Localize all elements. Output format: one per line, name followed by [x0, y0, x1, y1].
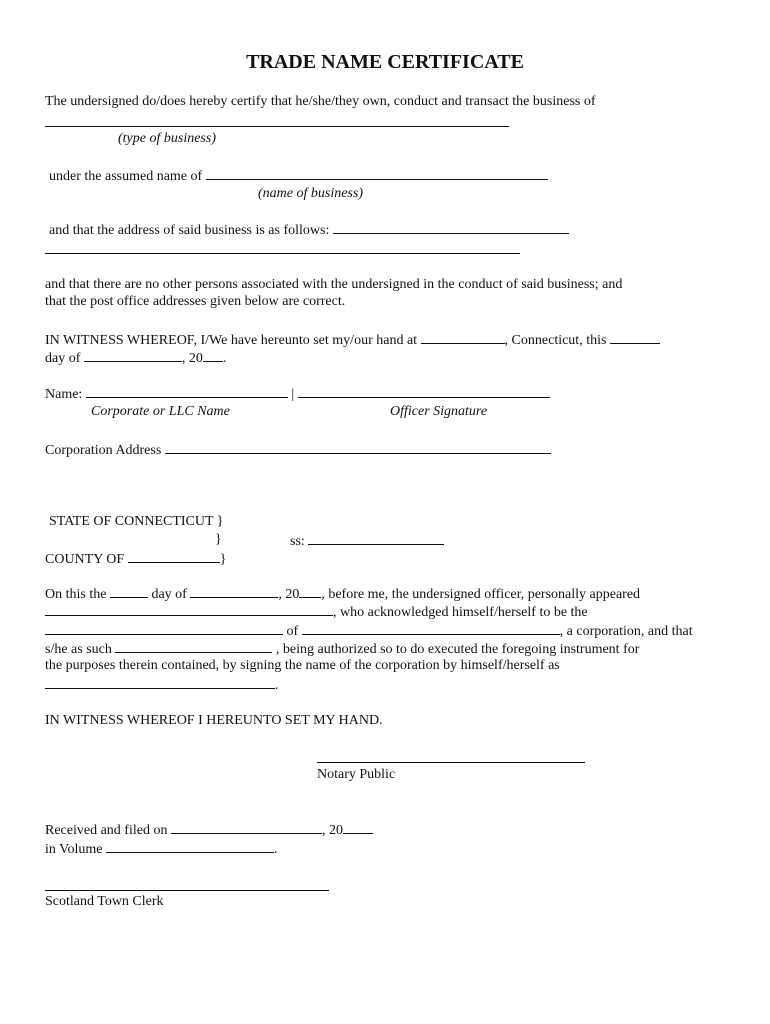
received-date-field[interactable] — [171, 820, 322, 834]
ack-line2 — [45, 602, 588, 621]
ack-corporation-field[interactable] — [302, 621, 560, 635]
corporate-name-field[interactable] — [86, 384, 288, 398]
corp-address-row — [45, 440, 551, 459]
type-of-business-field[interactable] — [45, 126, 509, 127]
certify-statement: The undersigned do/does hereby certify that he/she/they own, conduct and transact the business of — [45, 94, 596, 109]
volume-period: . — [273, 842, 278, 857]
name-row — [45, 384, 550, 403]
no-other-persons-line1: and that there are no other persons associated with the undersigned in the conduct of said business; and — [45, 277, 623, 292]
ack-before-me: , before me, the undersigned officer, personally appeared — [321, 587, 641, 602]
notary-signature-field[interactable] — [317, 762, 585, 763]
ack-of: of — [286, 624, 299, 639]
assumed-name-row — [49, 166, 548, 185]
assumed-name-label: under the assumed name of — [49, 169, 203, 184]
ack-on-this: On this the — [45, 587, 107, 602]
ack-title-field[interactable] — [45, 621, 283, 635]
received-year-prefix: , 20 — [321, 823, 343, 838]
ack-line5: the purposes therein contained, by signing the name of the corporation by himself/herself as — [45, 658, 560, 673]
state-label: STATE OF CONNECTICUT } — [49, 514, 224, 529]
ack-day-field[interactable] — [110, 584, 148, 598]
ack-as-such: s/he as such — [45, 642, 112, 657]
corp-address-field[interactable] — [165, 440, 551, 454]
county-field[interactable] — [128, 549, 220, 563]
received-label: Received and filed on — [45, 823, 168, 838]
volume-field[interactable] — [106, 839, 274, 853]
witness-line1 — [45, 330, 660, 349]
clerk-signature-field[interactable] — [45, 890, 329, 891]
county-label: COUNTY OF — [45, 552, 125, 567]
ack-year-prefix: , 20 — [278, 587, 300, 602]
witness-text-b: , Connecticut, this — [504, 333, 607, 348]
witness-hand: IN WITNESS WHEREOF I HEREUNTO SET MY HAND. — [45, 713, 383, 728]
no-other-persons-line2: that the post office addresses given below are correct. — [45, 294, 346, 309]
witness-text-a: IN WITNESS WHEREOF, I/We have hereunto set my/our hand at — [45, 333, 418, 348]
received-row — [45, 820, 373, 839]
ack-year-field[interactable] — [299, 584, 321, 598]
clerk-label: Scotland Town Clerk — [45, 894, 164, 909]
ack-signer-field[interactable] — [45, 675, 275, 689]
pipe-separator: | — [291, 387, 295, 402]
notary-label: Notary Public — [317, 767, 396, 782]
ack-day-of: day of — [151, 587, 187, 602]
volume-row — [45, 839, 277, 858]
name-label: Name: — [45, 387, 83, 402]
address-label: and that the address of said business is as follows: — [49, 223, 330, 238]
received-year-field[interactable] — [343, 820, 373, 834]
officer-signature-field[interactable] — [298, 384, 550, 398]
officer-caption: Officer Signature — [390, 404, 488, 419]
type-of-business-caption: (type of business) — [118, 131, 216, 146]
brace-middle: } — [215, 532, 222, 547]
ss-row — [290, 531, 444, 550]
ss-field[interactable] — [308, 531, 444, 545]
ack-line4 — [45, 639, 639, 658]
ack-line3 — [45, 621, 693, 640]
witness-period: . — [222, 351, 227, 366]
ack-acknowledged: , who acknowledged himself/herself to be the — [333, 605, 588, 620]
witness-town-field[interactable] — [421, 330, 505, 344]
corporate-caption: Corporate or LLC Name — [91, 404, 230, 419]
witness-year-prefix: , 20 — [181, 351, 203, 366]
corp-address-label: Corporation Address — [45, 443, 162, 458]
name-of-business-caption: (name of business) — [258, 186, 363, 201]
address-row — [49, 220, 569, 239]
business-address-field[interactable] — [333, 220, 569, 234]
business-address-field-line2[interactable] — [45, 253, 520, 254]
volume-label: in Volume — [45, 842, 103, 857]
witness-year-field[interactable] — [203, 348, 223, 362]
ack-being-authorized: , being authorized so to do executed the foregoing instrument for — [275, 642, 640, 657]
witness-month-field[interactable] — [84, 348, 182, 362]
ack-person-field[interactable] — [45, 602, 333, 616]
witness-day-field[interactable] — [610, 330, 660, 344]
ss-label: ss: — [290, 534, 305, 549]
ack-month-field[interactable] — [190, 584, 278, 598]
witness-line2 — [45, 348, 226, 367]
ack-line6 — [45, 675, 279, 694]
ack-period: . — [275, 678, 279, 693]
county-brace: } — [219, 552, 227, 567]
ack-a-corporation: , a corporation, and that — [559, 624, 693, 639]
county-row — [45, 549, 226, 568]
ack-capacity-field[interactable] — [115, 639, 272, 653]
document-title: TRADE NAME CERTIFICATE — [246, 51, 524, 73]
ack-line1 — [45, 584, 640, 603]
witness-dayof-label: day of — [45, 351, 81, 366]
business-name-field[interactable] — [206, 166, 548, 180]
